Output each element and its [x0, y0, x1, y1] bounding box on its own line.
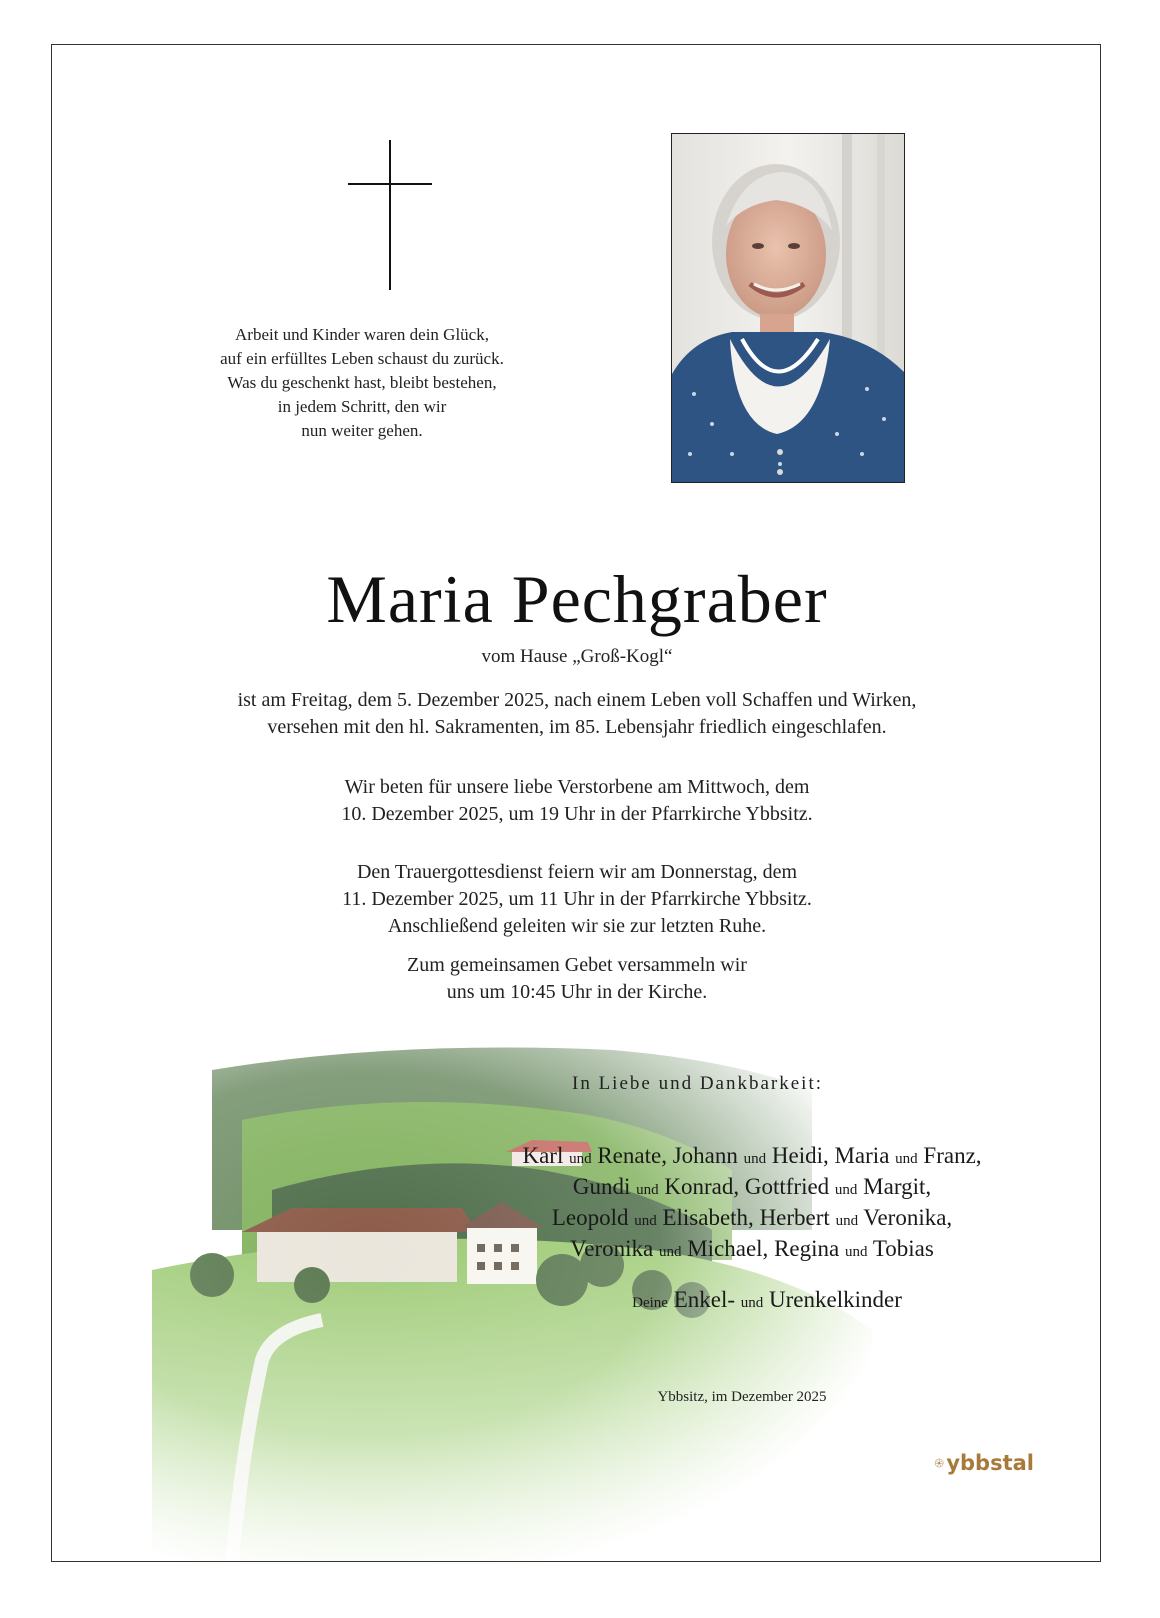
mourner-name: Maria: [834, 1143, 890, 1168]
mourner-name: Renate,: [597, 1143, 667, 1168]
mourner-name: Johann: [672, 1143, 738, 1168]
mourners-list: [492, 1142, 1012, 1266]
funeral-line: Den Trauergottesdienst feiern wir am Donnerstag, dem: [356, 861, 798, 883]
grandchildren-part: Enkel-: [673, 1287, 736, 1312]
and-word: und: [636, 1182, 659, 1198]
mourner-name: Tobias: [872, 1236, 934, 1261]
prayer-line: Wir beten für unsere liebe Verstorbene am Mittwoch, dem: [344, 776, 810, 798]
prayer-info: [52, 774, 1101, 828]
mourner-name: Konrad,: [664, 1174, 740, 1199]
poem-line: Was du geschenkt hast, bleibt bestehen,: [227, 373, 497, 392]
announcement-line: ist am Freitag, dem 5. Dezember 2025, nach einem Leben voll Schaffen und Wirken,: [237, 689, 917, 711]
mourners-line: [492, 1142, 1012, 1173]
mourner-name: Veronika: [570, 1236, 654, 1261]
death-announcement: [52, 687, 1101, 741]
and-word: und: [743, 1151, 767, 1167]
mourner-name: Veronika,: [863, 1205, 953, 1230]
mourner-name: Michael,: [687, 1236, 769, 1261]
and-word: und: [895, 1151, 918, 1167]
and-word: und: [658, 1244, 682, 1260]
mourner-name: Regina: [774, 1236, 840, 1261]
logo-text: ybbstal: [946, 1451, 1034, 1475]
mourner-name: Herbert: [759, 1205, 830, 1230]
gathering-line: uns um 10:45 Uhr in der Kirche.: [446, 981, 708, 1003]
and-word: und: [835, 1213, 859, 1229]
and-word: und: [740, 1295, 764, 1311]
poem-line: in jedem Schritt, den wir: [277, 397, 447, 416]
gathering-info: [52, 952, 1101, 1006]
and-word: und: [834, 1182, 858, 1198]
mourners-line: [492, 1235, 1012, 1266]
mourner-name: Karl: [522, 1143, 564, 1168]
ybbstal-logo: [934, 1445, 1034, 1481]
mourner-name: Franz,: [923, 1143, 982, 1168]
poem-line: auf ein erfülltes Leben schaust du zurück.: [220, 349, 504, 368]
cross-icon: [348, 140, 432, 290]
deceased-name: Maria Pechgraber: [326, 561, 828, 637]
mourner-name: Margit,: [863, 1174, 932, 1199]
and-word: und: [634, 1213, 657, 1229]
mourner-name: Elisabeth,: [662, 1205, 754, 1230]
funeral-line: 11. Dezember 2025, um 11 Uhr in der Pfarrkirche Ybbsitz.: [342, 888, 812, 910]
memorial-poem: [162, 323, 562, 443]
poem-line: nun weiter gehen.: [301, 421, 423, 440]
prayer-line: 10. Dezember 2025, um 19 Uhr in der Pfarrkirche Ybbsitz.: [341, 803, 813, 825]
mourners-line: [492, 1204, 1012, 1235]
house-name: vom Hause „Groß-Kogl“: [481, 646, 673, 667]
mourners-line: [492, 1173, 1012, 1204]
and-word: und: [844, 1244, 868, 1260]
portrait-photo: [671, 133, 905, 483]
mourner-name: Heidi,: [771, 1143, 829, 1168]
grandchildren-line: [492, 1287, 1042, 1313]
announcement-line: versehen mit den hl. Sakramenten, im 85. Lebensjahr friedlich eingeschlafen.: [267, 716, 887, 738]
gathering-line: Zum gemeinsamen Gebet versammeln wir: [407, 954, 747, 976]
and-word: und: [569, 1151, 592, 1167]
mourner-name: Leopold: [551, 1205, 629, 1230]
gratitude-heading: In Liebe und Dankbarkeit:: [572, 1073, 824, 1094]
mourner-name: Gundi: [572, 1174, 631, 1199]
grandchildren-part: Urenkelkinder: [769, 1287, 902, 1312]
funeral-info: [52, 859, 1101, 940]
obituary-card: [51, 44, 1101, 1562]
grandchildren-prefix: Deine: [632, 1295, 668, 1311]
dandelion-icon: [934, 1449, 944, 1477]
place-date: Ybbsitz, im Dezember 2025: [657, 1389, 827, 1405]
poem-line: Arbeit und Kinder waren dein Glück,: [235, 325, 489, 344]
mourner-name: Gottfried: [744, 1174, 830, 1199]
funeral-line: Anschließend geleiten wir sie zur letzten Ruhe.: [387, 915, 767, 937]
